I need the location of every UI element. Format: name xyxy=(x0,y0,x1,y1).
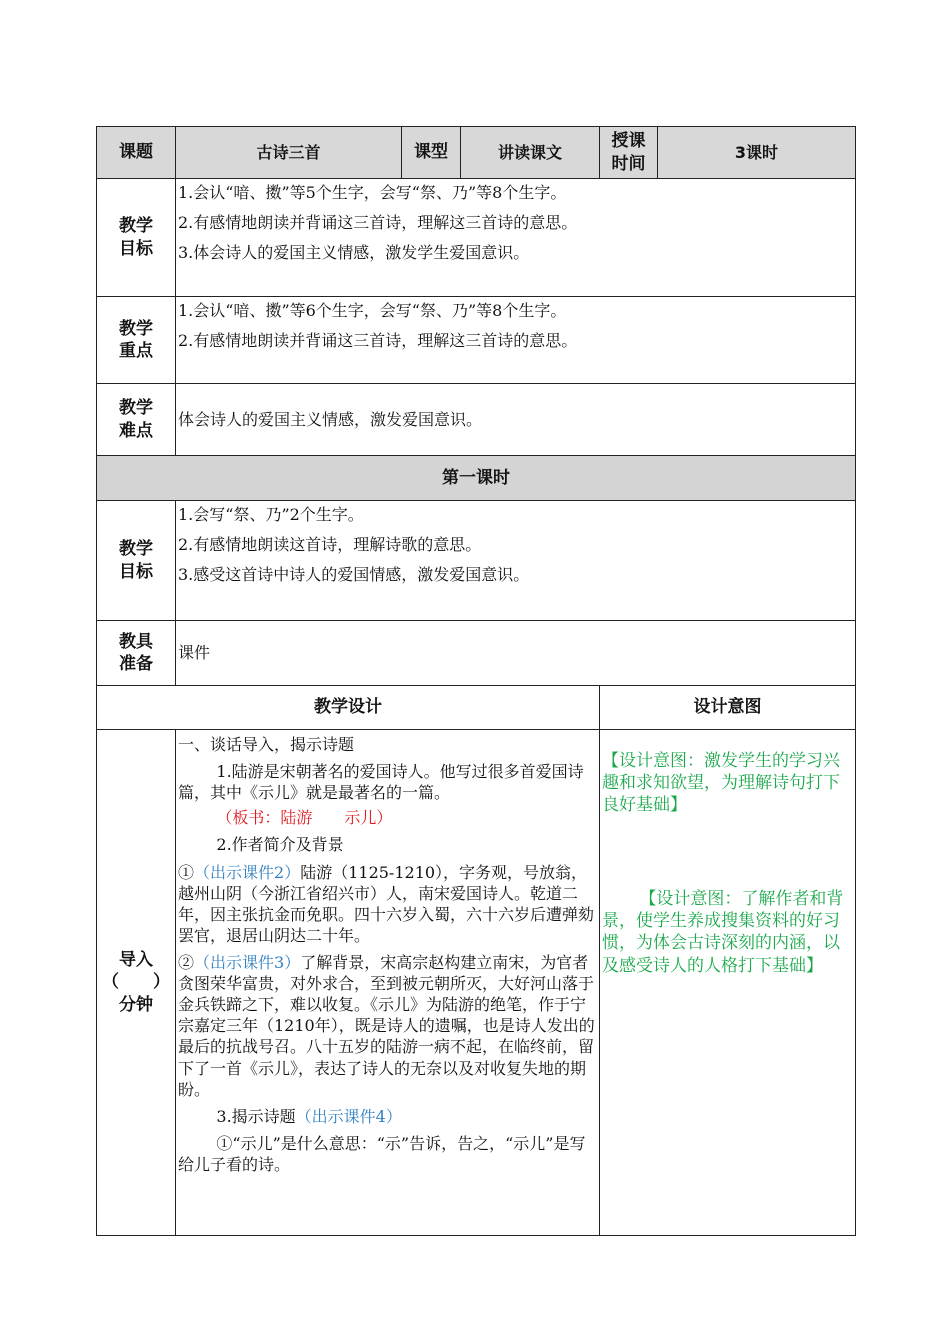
goal-item: 1.会认“喑、擞”等5个生字，会写“祭、乃”等8个生字。 xyxy=(178,183,567,202)
circled-number: ② xyxy=(178,952,195,972)
design-paragraph xyxy=(178,862,597,952)
difficulties-content xyxy=(176,384,856,456)
type-label: 课型 xyxy=(402,127,461,179)
design-paragraph xyxy=(178,1106,597,1133)
design-paragraph: 1.陆游是宋朝著名的爱国诗人。他写过很多首爱国诗篇，其中《示儿》就是最著名的一篇。 xyxy=(178,762,584,803)
board-writing: （板书：陆游 示儿） xyxy=(216,808,393,828)
design-paragraph: ①“示儿”是什么意思：“示”告诉，告之，“示儿”是写给儿子看的诗。 xyxy=(178,1133,586,1174)
difficulties-text: 体会诗人的爱国主义情感，激发爱国意识。 xyxy=(178,409,483,429)
stage-label: 导入 xyxy=(119,950,153,971)
lesson1-goal-item: 2.有感情地朗读这首诗，理解诗歌的意思。 xyxy=(178,535,482,555)
circled-number: ① xyxy=(178,862,195,882)
lesson1-goals-content xyxy=(176,501,856,621)
lesson1-goals-row xyxy=(97,501,856,621)
intro-row xyxy=(97,730,856,1236)
lesson1-goal-item: 1.会写“祭、乃”2个生字。 xyxy=(178,505,364,524)
courseware-link: （出示课件4） xyxy=(295,1106,402,1126)
topic-label: 课题 xyxy=(97,127,176,179)
design-intent-note: 【设计意图：激发学生的学习兴趣和求知欲望，为理解诗句打下良好基础】 xyxy=(602,751,840,816)
lesson1-title: 第一课时 xyxy=(97,456,856,501)
design-header: 教学设计 xyxy=(97,686,600,730)
difficulties-row xyxy=(97,384,856,456)
design-header-row xyxy=(97,686,856,730)
lesson1-goals-label: 教学目标 xyxy=(97,501,176,621)
goal-item: 2.有感情地朗读并背诵这三首诗，理解这三首诗的意思。 xyxy=(178,213,578,233)
paragraph-text: 了解背景，宋高宗赵构建立南宋，为官者贪图荣华富贵，对外求合，至到被元朝所灭，大好河山落于金兵铁蹄之下，难以收复。《示儿》为陆游的绝笔，作于宁宗嘉定三年（1210年），既是诗人的遗嘱，也是诗人发出的最后的抗战号召。八十五岁的陆游一病不起，在临终前，留下了一首《示儿》，表达了诗人的无奈以及对收复失地的期盼。 xyxy=(178,952,595,1099)
goal-item: 3.体会诗人的爱国主义情感，激发学生爱国意识。 xyxy=(178,243,530,263)
topic-value: 古诗三首 xyxy=(176,127,402,179)
goals-label: 教学目标 xyxy=(97,179,176,297)
stage-unit: 分钟 xyxy=(119,994,153,1015)
key-points-content xyxy=(176,297,856,384)
key-point-item: 2.有感情地朗读并背诵这三首诗，理解这三首诗的意思。 xyxy=(178,331,578,351)
section-title: 一、谈话导入，揭示诗题 xyxy=(178,735,355,754)
paragraph-text: 陆游（1125-1210），字务观，号放翁，越州山阴（今浙江省绍兴市）人，南宋爱国诗人。乾道二年，因主张抗金而免职。四十六岁入蜀，六十六岁后遭弹劾罢官，退居山阴达二十年。 xyxy=(178,862,595,945)
lesson1-goal-item: 3.感受这首诗中诗人的爱国情感，激发爱国意识。 xyxy=(178,565,530,585)
type-value: 讲读课文 xyxy=(461,127,600,179)
tools-content xyxy=(176,621,856,686)
design-intent-note: 【设计意图：了解作者和背景，使学生养成搜集资料的好习惯，为体会古诗深刻的内涵，以及感受诗人的人格打下基础】 xyxy=(602,889,844,976)
hours-value: 3课时 xyxy=(658,127,856,179)
lesson-plan-table xyxy=(96,126,856,1236)
courseware-link: （出示课件3） xyxy=(194,952,301,972)
paragraph-text: 3.揭示诗题 xyxy=(216,1106,296,1126)
difficulties-label: 教学难点 xyxy=(97,384,176,456)
design-content xyxy=(176,730,600,1236)
goals-row xyxy=(97,179,856,297)
tools-row xyxy=(97,621,856,686)
design-paragraph: 2.作者简介及背景 xyxy=(216,835,344,855)
design-paragraph xyxy=(178,952,597,1106)
intent-header: 设计意图 xyxy=(600,686,856,730)
key-points-label: 教学重点 xyxy=(97,297,176,384)
time-label: 授课时间 xyxy=(600,127,658,179)
tools-label: 教具准备 xyxy=(97,621,176,686)
courseware-link: （出示课件2） xyxy=(194,862,301,882)
tools-text: 课件 xyxy=(178,643,211,663)
stage-label-cell xyxy=(97,730,176,1236)
intent-content xyxy=(600,730,856,1236)
key-points-row xyxy=(97,297,856,384)
stage-minutes-blank: （ ） xyxy=(102,972,170,993)
goals-content xyxy=(176,179,856,297)
header-row xyxy=(97,127,856,179)
lesson-plan-sheet xyxy=(96,126,855,1236)
lesson1-title-row xyxy=(97,456,856,501)
key-point-item: 1.会认“喑、擞”等6个生字，会写“祭、乃”等8个生字。 xyxy=(178,301,567,320)
